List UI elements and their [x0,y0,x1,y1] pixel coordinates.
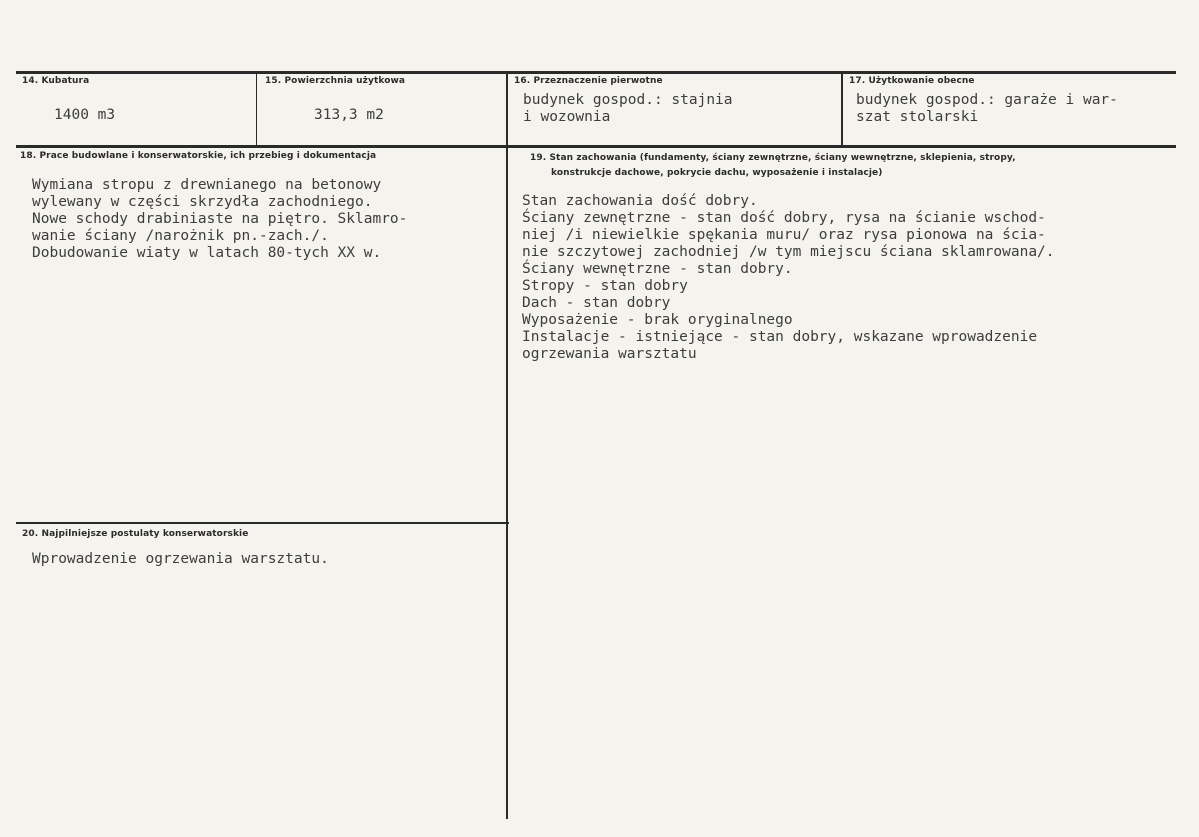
stan-line: Stan zachowania dość dobry. [522,193,758,209]
stan-line: Ściany zewnętrzne - stan dość dobry, rysa na ścianie wschod- [522,210,1046,226]
stan-line: Ściany wewnętrzne - stan dobry. [522,261,793,277]
uzytkowanie-label: 17. Użytkowanie obecne [849,76,975,86]
postulaty-label: 20. Najpilniejsze postulaty konserwatorskie [22,529,249,539]
prace-line: wylewany w części skrzydła zachodniego. [32,194,373,210]
stan-label: 19. Stan zachowania (fundamenty, ściany zewnętrzne, ściany wewnętrzne, sklepienia, stropy, [530,153,1016,163]
row-divider-rule [16,145,1176,148]
prace-line: wanie ściany /narożnik pn.-zach./. [32,228,329,244]
uzytkowanie-line: szat stolarski [856,109,979,125]
prace-line: Wymiana stropu z drewnianego na betonowy [32,177,382,193]
przeznaczenie-label: 16. Przeznaczenie pierwotne [514,76,663,86]
kubatura-label: 14. Kubatura [22,76,90,86]
uzytkowanie-line: budynek gospod.: garaże i war- [856,92,1118,108]
column-divider [256,72,257,146]
przeznaczenie-line: budynek gospod.: stajnia [523,92,733,108]
column-divider [841,72,843,146]
prace-line: Dobudowanie wiaty w latach 80-tych XX w. [32,245,382,261]
stan-label-continued: konstrukcje dachowe, pokrycie dachu, wyposażenie i instalacje) [551,168,883,178]
section-divider-rule [16,522,509,524]
stan-line: niej /i niewielkie spękania muru/ oraz rysa pionowa na ścia- [522,227,1046,243]
stan-line: ogrzewania warsztatu [522,346,697,362]
postulaty-line: Wprowadzenie ogrzewania warsztatu. [32,551,329,567]
stan-line: Instalacje - istniejące - stan dobry, wskazane wprowadzenie [522,329,1038,345]
przeznaczenie-line: i wozownia [523,109,611,125]
column-divider [506,72,508,819]
powierzchnia-value: 313,3 m2 [314,107,384,123]
stan-line: Stropy - stan dobry [522,278,688,294]
kubatura-value: 1400 m3 [54,107,116,123]
prace-line: Nowe schody drabiniaste na piętro. Sklamro- [32,211,408,227]
stan-line: Dach - stan dobry [522,295,671,311]
stan-line: Wyposażenie - brak oryginalnego [522,312,793,328]
powierzchnia-label: 15. Powierzchnia użytkowa [265,76,406,86]
prace-label: 18. Prace budowlane i konserwatorskie, ich przebieg i dokumentacja [20,151,377,161]
top-rule [16,71,1176,74]
stan-line: nie szczytowej zachodniej /w tym miejscu ściana sklamrowana/. [522,244,1055,260]
